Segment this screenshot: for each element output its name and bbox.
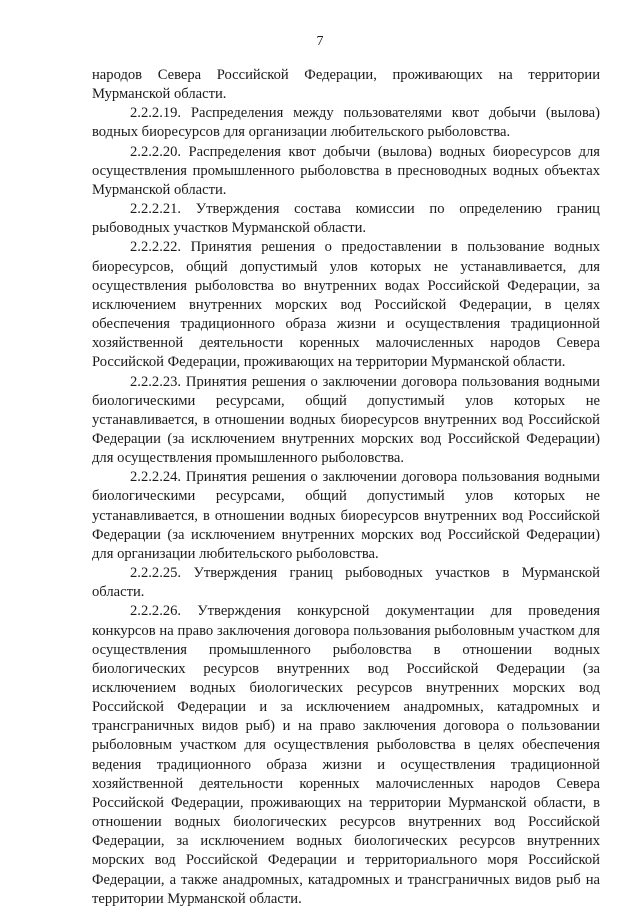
paragraph-2-2-2-25: 2.2.2.25. Утверждения границ рыбоводных участков в Мурманской области. <box>92 565 600 601</box>
paragraph-2-2-2-26: 2.2.2.26. Утверждения конкурсной документации для проведения конкурсов на право заключения договора пользования рыболовным участком для осуществления промышленного рыболовства в отношении водных биологических ресурсов внутренних вод Российской Федерации (за исключением водных биологических ресурсов внутренних морских вод Российской Федерации и за исключением анадромных, катадромных и трансграничных видов рыб) и на право заключения договора о пользовании рыболовным участком для осуществления рыболовства в целях обеспечения ведения традиционного образа жизни и осуществления традиционной хозяйственной деятельности коренных малочисленных народов Севера Российской Федерации, проживающих на территории Мурманской области, в отношении водных биологических ресурсов внутренних вод Российской Федерации, за исключением водных биологических ресурсов внутренних морских вод Российской Федерации и территориального моря Российской Федерации, а также анадромных, катадромных и трансграничных видов рыб на территории Мурманской области. <box>92 603 600 907</box>
paragraph-2-2-2-21: 2.2.2.21. Утверждения состава комиссии по определению границ рыбоводных участков Мурманской области. <box>92 201 600 237</box>
paragraph-continuation: народов Севера Российской Федерации, проживающих на территории Мурманской области. <box>92 67 600 103</box>
paragraph-2-2-2-22: 2.2.2.22. Принятия решения о предоставлении в пользование водных биоресурсов, общий допустимый улов которых не устанавливается, для осуществления рыболовства во внутренних водах Российской Федерации, за исключением внутренних морских вод Российской Федерации, в целях обеспечения традиционного образа жизни и осуществления традиционной хозяйственной деятельности коренных малочисленных народов Севера Российской Федерации, проживающих на территории Мурманской области. <box>92 239 600 371</box>
document-body <box>92 66 600 909</box>
paragraph-2-2-2-23: 2.2.2.23. Принятия решения о заключении договора пользования водными биологическими ресурсами, общий допустимый улов которых не устанавливается, в отношении водных биоресурсов внутренних вод Российской Федерации (за исключением внутренних морских вод Российской Федерации) для осуществления промышленного рыболовства. <box>92 373 600 467</box>
page-number: 7 <box>316 34 324 49</box>
paragraph-2-2-2-24: 2.2.2.24. Принятия решения о заключении договора пользования водными биологическими ресурсами, общий допустимый улов которых не устанавливается, в отношении водных биоресурсов внутренних вод Российской Федерации (за исключением внутренних морских вод Российской Федерации) для организации любительского рыболовства. <box>92 469 600 562</box>
paragraph-2-2-2-20: 2.2.2.20. Распределения квот добычи (вылова) водных биоресурсов для осуществления промышленного рыболовства в пресноводных водных объектах Мурманской области. <box>92 143 600 198</box>
paragraph-2-2-2-19: 2.2.2.19. Распределения между пользователями квот добычи (вылова) водных биоресурсов для организации любительского рыболовства. <box>92 105 600 141</box>
